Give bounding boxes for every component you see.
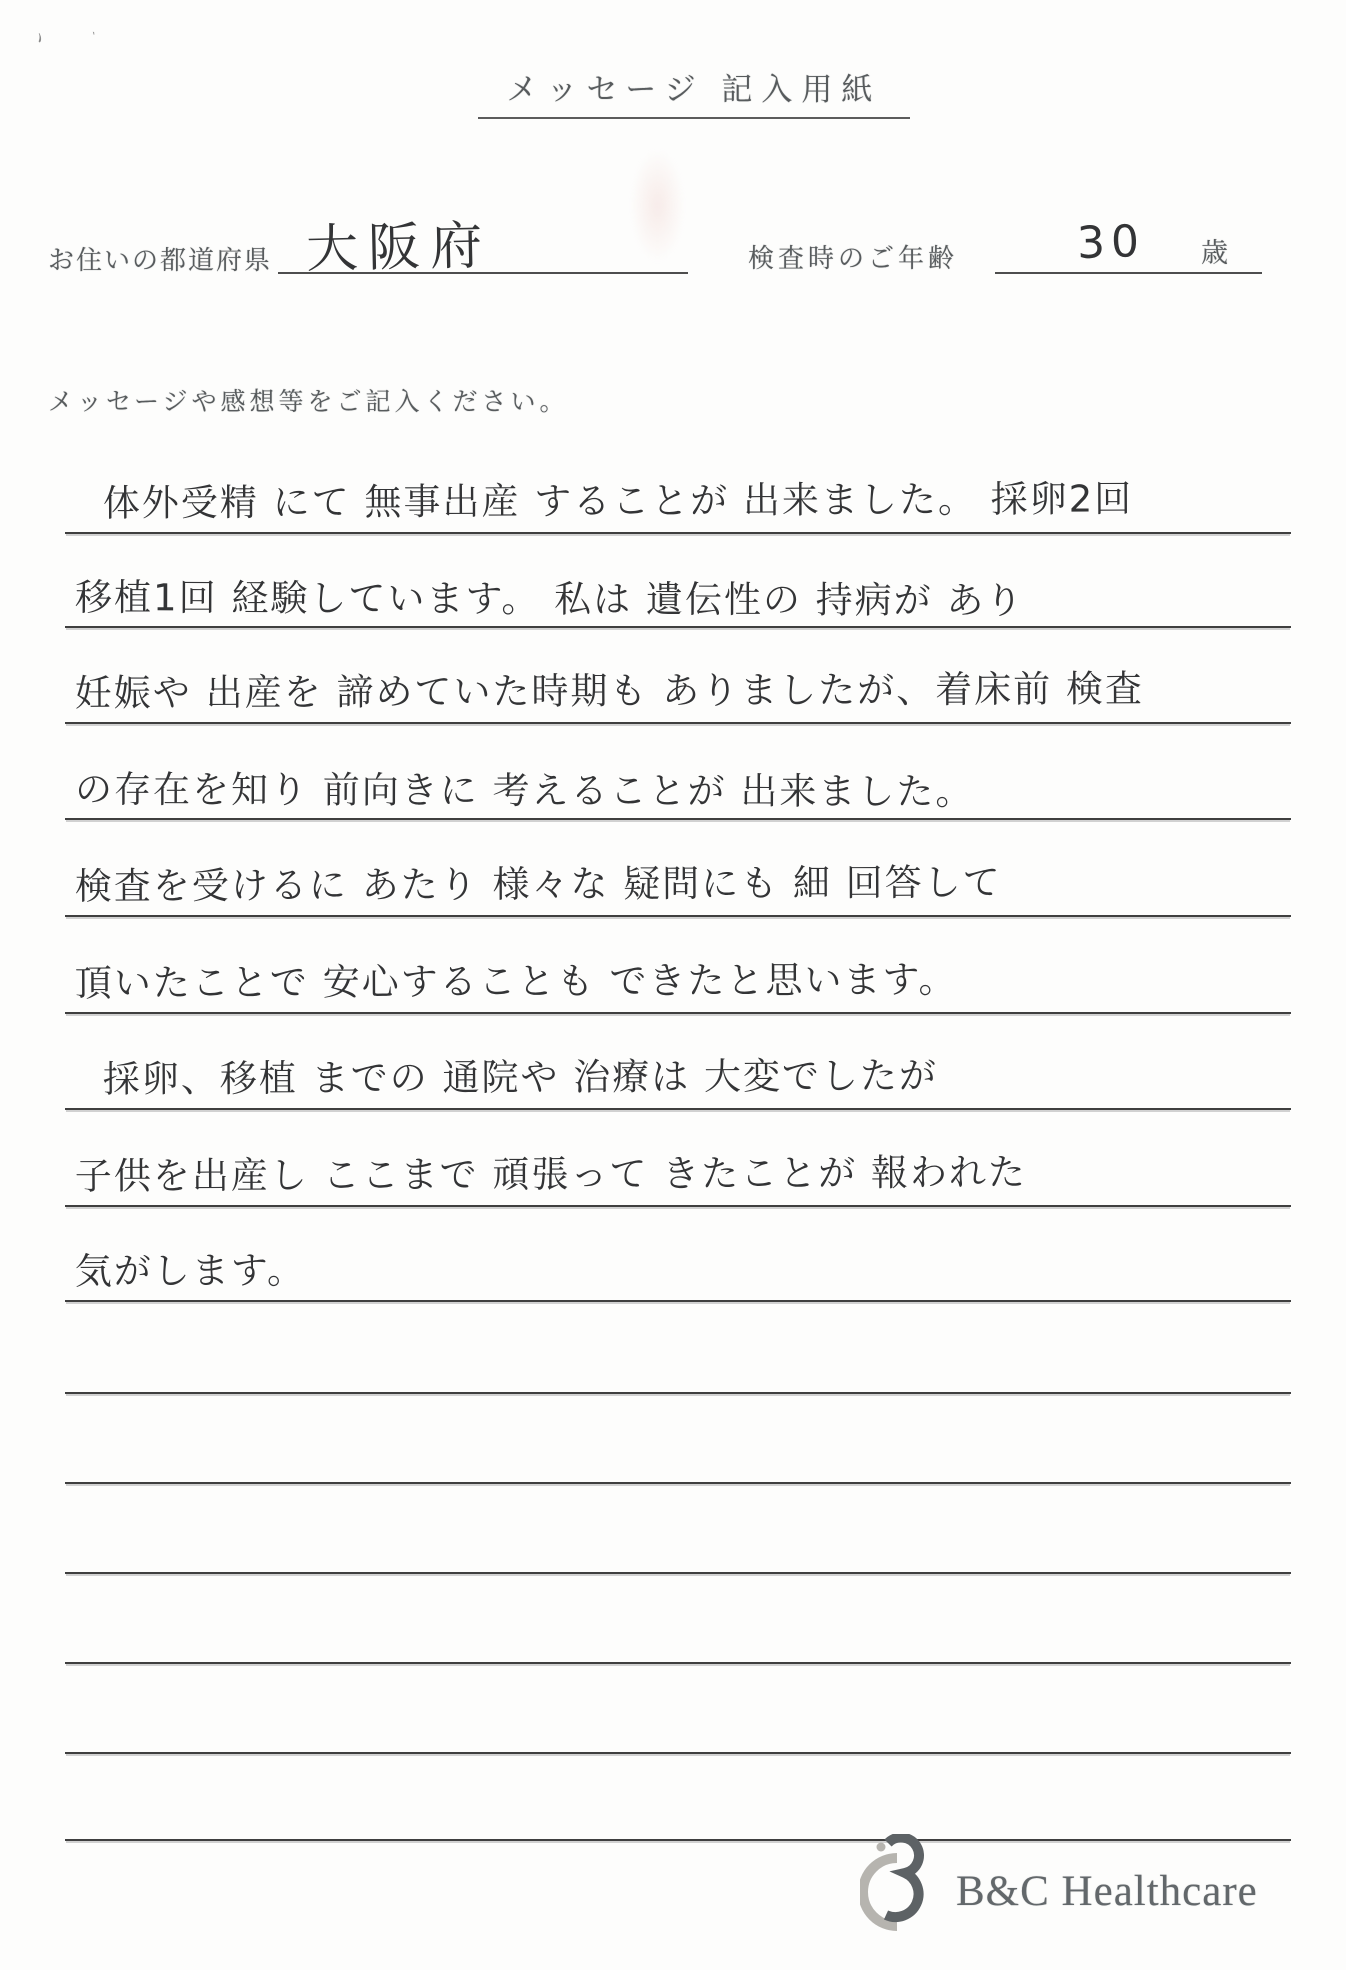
handwritten-text: 妊娠や 出産を 諦めていた時期も ありましたが、着床前 検査 [74, 667, 1145, 715]
handwritten-text [65, 1746, 75, 1752]
age-label: 検査時のご年齢 [748, 244, 959, 273]
bc-healthcare-logo-text: B&C Healthcare [956, 1867, 1258, 1915]
ruled-line-blank [65, 1404, 1291, 1484]
prefecture-field [278, 216, 688, 280]
ruled-line-blank [65, 1674, 1291, 1754]
handwritten-text: 気がします。 [74, 1248, 307, 1293]
ruled-line-blank [65, 1584, 1291, 1664]
ruled-line-blank [65, 1761, 1291, 1841]
message-line [65, 454, 1291, 534]
handwritten-text [65, 1833, 75, 1839]
handwritten-text: 子供を出産し ここまで 頑張って きたことが 報われた [74, 1150, 1028, 1198]
handwritten-text: 体外受精 にて 無事出産 することが 出来ました。 採卵2回 [102, 477, 1134, 525]
handwritten-text: 移植1回 経験しています。 私は 遺伝性の 持病が あり [75, 576, 1025, 623]
handwritten-text: 採卵、移植 までの 通院や 治療は 大変でしたが [102, 1054, 939, 1101]
handwritten-text [65, 1566, 75, 1572]
handwritten-text [65, 1386, 75, 1392]
bc-healthcare-logo [860, 1834, 1258, 1934]
message-line [65, 644, 1291, 724]
scan-speck: ヽ [24, 23, 54, 54]
age-handwritten-value: 30 [1076, 215, 1146, 270]
age-unit-label: 歳 [1201, 238, 1228, 268]
handwritten-text: 検査を受けるに あたり 様々な 疑問にも 細 回答して [74, 860, 1002, 908]
ruled-line-blank [65, 1314, 1291, 1394]
form-title: メッセージ 記入用紙 [478, 72, 910, 119]
message-line [65, 548, 1291, 628]
message-instruction: メッセージや感想等をご記入ください。 [48, 389, 569, 416]
ruled-line-blank [65, 1494, 1291, 1574]
handwritten-text [65, 1656, 75, 1662]
scan-speck: ` [84, 30, 97, 46]
handwritten-text: 頂いたことで 安心することも できたと思います。 [74, 958, 958, 1005]
message-line [65, 1222, 1291, 1302]
message-line [65, 1030, 1291, 1110]
message-line [65, 740, 1291, 820]
bc-healthcare-logo-mark-icon [860, 1834, 942, 1934]
prefecture-handwritten-value: 大阪府 [305, 216, 493, 280]
message-line [65, 837, 1291, 917]
prefecture-label: お住いの都道府県 [48, 246, 273, 275]
handwritten-text [65, 1476, 75, 1482]
age-field [995, 202, 1262, 274]
handwritten-text: の存在を知り 前向きに 考えることが 出来ました。 [75, 768, 975, 814]
message-line [65, 934, 1291, 1014]
message-line [65, 1127, 1291, 1207]
